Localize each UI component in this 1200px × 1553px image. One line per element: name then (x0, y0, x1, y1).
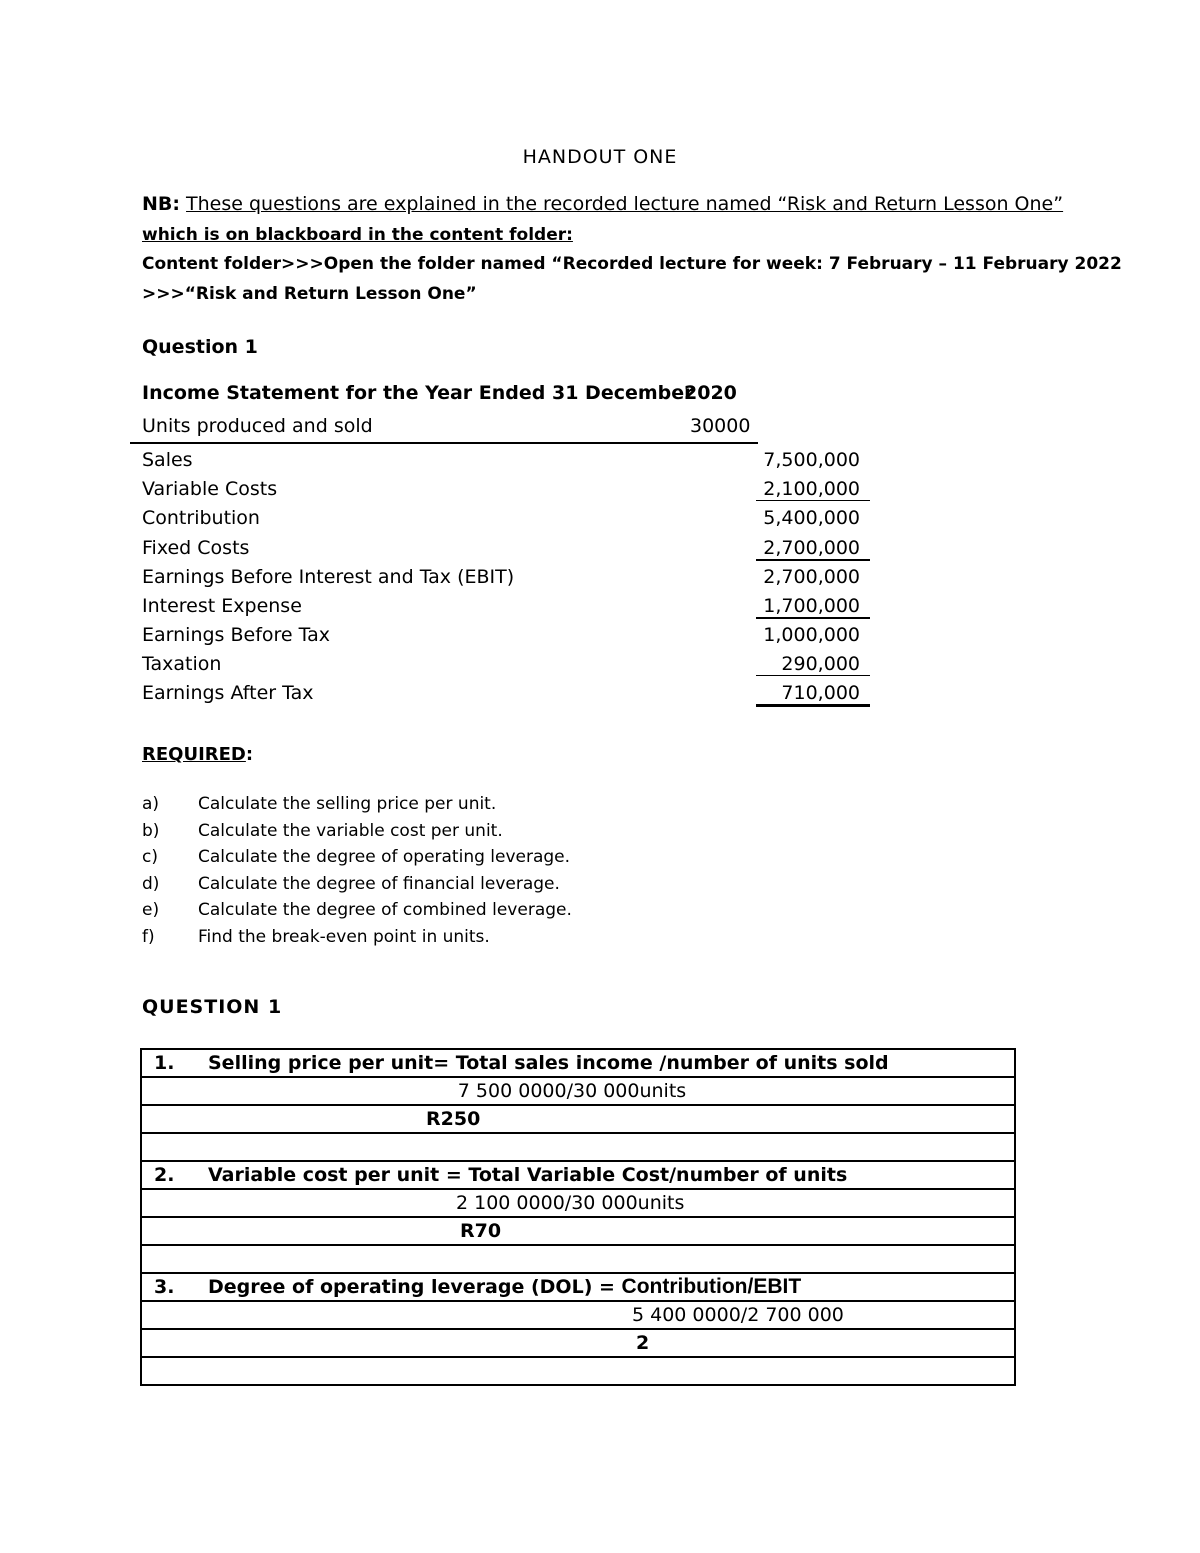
item-letter: b) (142, 820, 160, 841)
nb-prefix: NB: (142, 193, 180, 215)
row-value: 710,000 (756, 682, 870, 707)
answer-table (140, 1048, 1016, 1386)
page-title: HANDOUT ONE (522, 146, 678, 168)
item-text: Calculate the degree of operating leverage. (198, 847, 571, 867)
table-row (141, 1245, 1015, 1273)
calc-text: 2 100 0000/30 000units (456, 1192, 685, 1214)
answer-number: 1. (154, 1052, 175, 1074)
item-letter: a) (142, 794, 160, 814)
answer-calc (141, 1077, 1015, 1105)
formula-text: Variable cost per unit = Total Variable Cost/number of units (208, 1164, 848, 1186)
answer-formula (141, 1273, 1015, 1301)
row-label: Contribution (142, 507, 260, 529)
table-row (141, 1189, 1015, 1217)
table-row (141, 1273, 1015, 1301)
row-value: 2,100,000 (756, 478, 870, 501)
required-heading (142, 744, 253, 765)
statement-row-taxation (142, 650, 870, 679)
divider (130, 442, 758, 444)
statement-row-ebit (142, 563, 870, 592)
statement-row-eat (142, 679, 870, 708)
statement-row-interest (142, 592, 870, 621)
table-row (141, 1217, 1015, 1245)
nb-line-4: >>>“Risk and Return Lesson One” (142, 284, 477, 304)
calc-text: 7 500 0000/30 000units (457, 1080, 687, 1102)
units-label: Units produced and sold (142, 415, 373, 437)
row-value: 2,700,000 (756, 537, 870, 561)
answer-heading: QUESTION 1 (142, 996, 283, 1018)
item-letter: f) (142, 926, 155, 947)
answer-calc (141, 1189, 1015, 1217)
income-statement-title: Income Statement for the Year Ended 31 December (142, 382, 694, 404)
row-label: Fixed Costs (142, 537, 250, 559)
result-text: R250 (426, 1108, 481, 1130)
item-letter: c) (142, 847, 158, 867)
row-label: Variable Costs (142, 478, 278, 500)
item-text: Calculate the degree of financial leverage. (198, 873, 560, 894)
nb-text-1: These questions are explained in the recorded lecture named “Risk and Return Lesson One” (186, 193, 1064, 215)
table-row (141, 1301, 1015, 1329)
formula-text: Degree of operating leverage (DOL) = (208, 1276, 622, 1298)
units-value: 30000 (690, 415, 751, 437)
answer-calc (141, 1301, 1015, 1329)
row-label: Earnings Before Tax (142, 624, 330, 646)
required-label: REQUIRED (142, 744, 246, 765)
formula-text: Selling price per unit= Total sales income /number of units sold (208, 1052, 889, 1074)
result-text: R70 (460, 1220, 502, 1242)
answer-formula (141, 1049, 1015, 1077)
item-letter: d) (142, 873, 160, 894)
row-value: 2,700,000 (763, 566, 860, 588)
answer-formula (141, 1161, 1015, 1189)
row-value: 1,000,000 (763, 624, 860, 646)
result-text: 2 (636, 1332, 650, 1354)
item-letter: e) (142, 900, 160, 920)
statement-row-sales (142, 446, 870, 475)
row-label: Taxation (142, 653, 222, 675)
row-value: 1,700,000 (756, 595, 870, 619)
answer-result (141, 1217, 1015, 1245)
row-value: 7,500,000 (763, 449, 860, 471)
statement-row-variable-costs (142, 475, 870, 504)
item-text: Calculate the selling price per unit. (198, 794, 497, 814)
table-row (141, 1049, 1015, 1077)
answer-result (141, 1329, 1015, 1357)
formula-text-emphasis: Contribution/EBIT (621, 1275, 802, 1298)
row-value: 290,000 (756, 653, 870, 676)
table-row (141, 1077, 1015, 1105)
nb-line-1 (142, 193, 1063, 215)
row-value: 5,400,000 (763, 507, 860, 529)
row-label: Sales (142, 449, 193, 471)
nb-line-2: which is on blackboard in the content folder: (142, 225, 573, 245)
income-statement-year: 2020 (684, 382, 737, 404)
statement-row-ebt (142, 621, 870, 650)
statement-row-contribution (142, 504, 870, 533)
empty-cell (141, 1133, 1015, 1161)
table-row (141, 1161, 1015, 1189)
table-row (141, 1133, 1015, 1161)
empty-cell (141, 1357, 1015, 1385)
answer-number: 3. (154, 1276, 175, 1298)
nb-line-3: Content folder>>>Open the folder named “Recorded lecture for week: 7 February – 11 February 2022 (142, 254, 1122, 274)
row-label: Interest Expense (142, 595, 302, 617)
table-row (141, 1105, 1015, 1133)
calc-text: 5 400 0000/2 700 000 (632, 1304, 844, 1326)
table-row (141, 1329, 1015, 1357)
required-colon: : (245, 744, 254, 765)
item-text: Find the break-even point in units. (198, 926, 490, 947)
question-heading: Question 1 (142, 336, 258, 358)
answer-result (141, 1105, 1015, 1133)
statement-row-fixed-costs (142, 534, 870, 563)
row-label: Earnings After Tax (142, 682, 314, 704)
answer-number: 2. (154, 1164, 175, 1186)
table-row (141, 1357, 1015, 1385)
row-label: Earnings Before Interest and Tax (EBIT) (142, 566, 515, 588)
item-text: Calculate the variable cost per unit. (198, 820, 503, 841)
empty-cell (141, 1245, 1015, 1273)
item-text: Calculate the degree of combined leverage. (198, 900, 572, 920)
